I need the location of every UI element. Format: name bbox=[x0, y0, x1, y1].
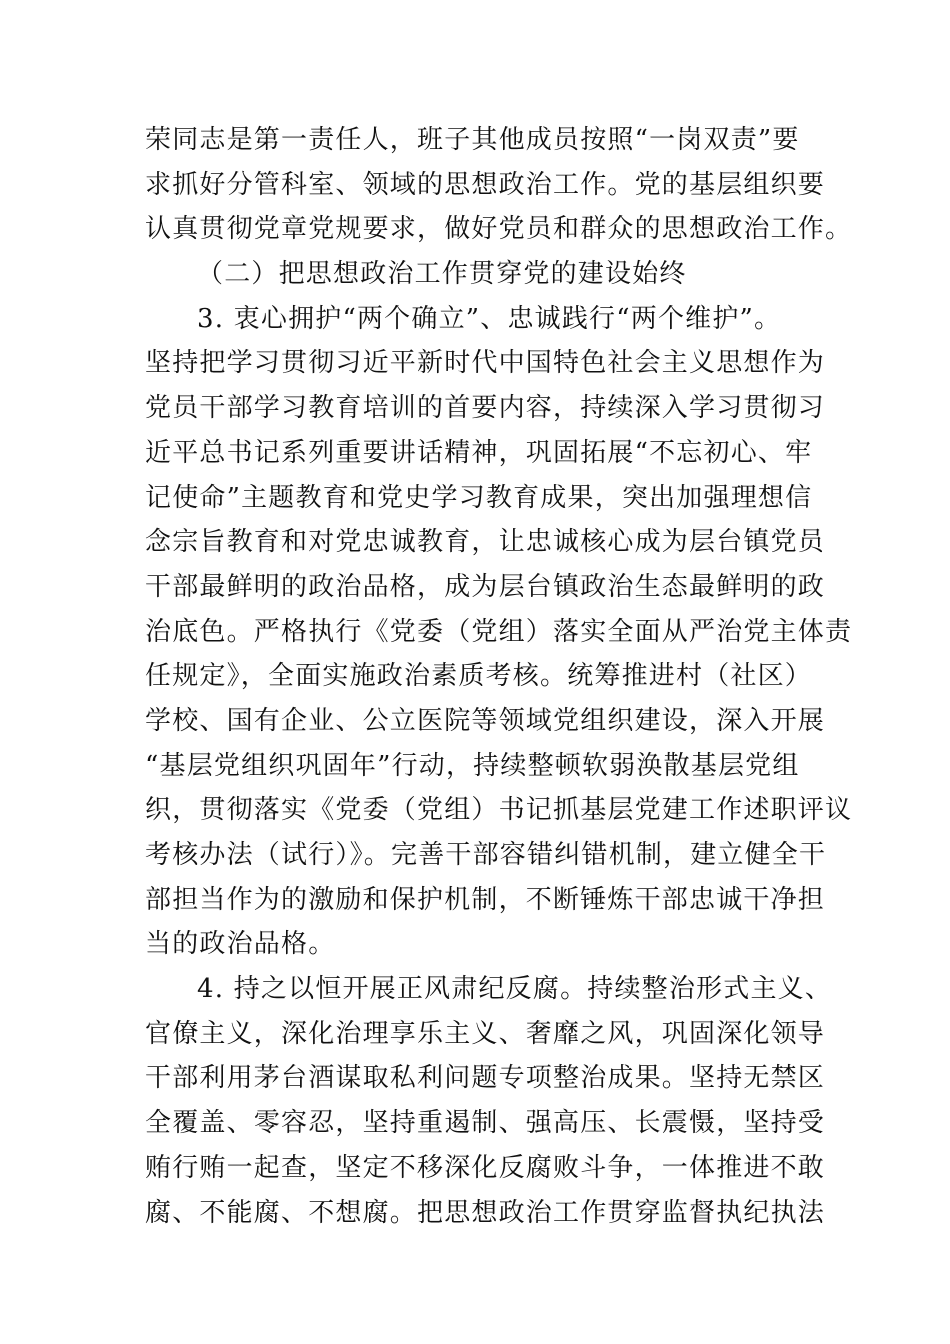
text-line: 治底色。严格执行《党委（党组）落实全面从严治党主体责 bbox=[145, 616, 853, 647]
text-line: 全覆盖、零容忍，坚持重遏制、强高压、长震慑，坚持受 bbox=[145, 1108, 826, 1139]
text-line: 部担当作为的激励和保护机制，不断锤炼干部忠诚干净担 bbox=[145, 884, 826, 915]
text-line: 学校、国有企业、公立医院等领域党组织建设，深入开展 bbox=[145, 705, 826, 736]
text-line: “基层党组织巩固年”行动，持续整顿软弱涣散基层党组 bbox=[145, 750, 800, 781]
document-body bbox=[145, 118, 853, 1235]
text-line: 官僚主义，深化治理享乐主义、奢靡之风，巩固深化领导 bbox=[145, 1018, 826, 1049]
text-line: 求抓好分管科室、领域的思想政治工作。党的基层组织要 bbox=[145, 169, 826, 200]
text-line: 干部利用茅台酒谋取私利问题专项整治成果。坚持无禁区 bbox=[145, 1063, 826, 1094]
paragraph-heading: 4. 持之以恒开展正风肃纪反腐。持续整治形式主义、 bbox=[197, 974, 833, 1005]
text-line: 坚持把学习贯彻习近平新时代中国特色社会主义思想作为 bbox=[145, 348, 826, 379]
text-line: 织，贯彻落实《党委（党组）书记抓基层党建工作述职评议 bbox=[145, 795, 853, 826]
text-line: 认真贯彻党章党规要求，做好党员和群众的思想政治工作。 bbox=[145, 214, 853, 245]
text-line: 念宗旨教育和对党忠诚教育，让忠诚核心成为层台镇党员 bbox=[145, 527, 826, 558]
text-line: 荣同志是第一责任人，班子其他成员按照“一岗双责”要 bbox=[145, 125, 800, 155]
text-line: 腐、不能腐、不想腐。把思想政治工作贯穿监督执纪执法 bbox=[145, 1197, 826, 1228]
text-line: 任规定》，全面实施政治素质考核。统筹推进村（社区） bbox=[145, 661, 813, 692]
paragraph-heading: 3. 衷心拥护“两个确立”、忠诚践行“两个维护”。 bbox=[197, 303, 782, 334]
text-line: 记使命”主题教育和党史学习教育成果，突出加强理想信 bbox=[145, 482, 813, 513]
text-line: 贿行贿一起查，坚定不移深化反腐败斗争，一体推进不敢 bbox=[145, 1152, 826, 1183]
text-line: 近平总书记系列重要讲话精神，巩固拓展“不忘初心、牢 bbox=[145, 437, 813, 468]
text-line: 干部最鲜明的政治品格，成为层台镇政治生态最鲜明的政 bbox=[145, 571, 826, 602]
text-line: 当的政治品格。 bbox=[145, 929, 336, 960]
text-line: 党员干部学习教育培训的首要内容，持续深入学习贯彻习 bbox=[145, 393, 826, 424]
text-line: 考核办法（试行）》。完善干部容错纠错机制，建立健全干 bbox=[145, 840, 827, 870]
section-heading: （二）把思想政治工作贯穿党的建设始终 bbox=[197, 259, 687, 290]
